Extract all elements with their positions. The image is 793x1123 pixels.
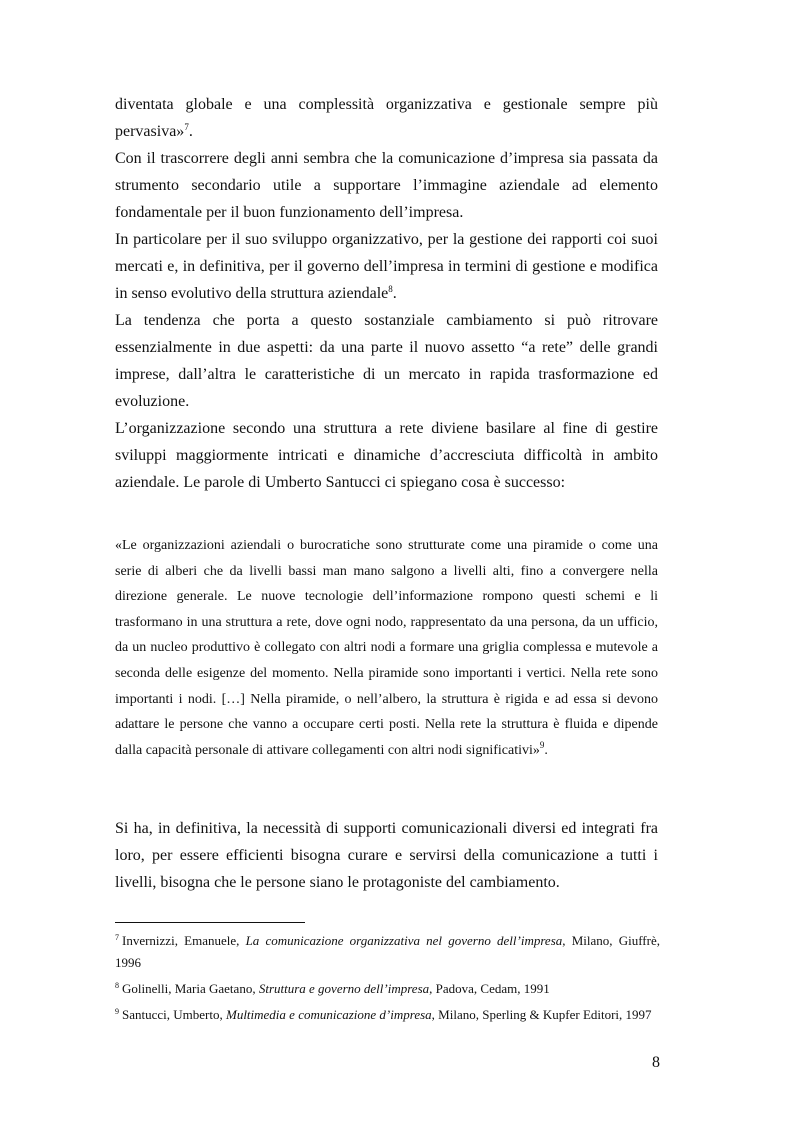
footnote-number: 8 [115,981,119,990]
footnote-title: Struttura e governo dell’impresa [258,981,430,996]
paragraph-1 [115,91,658,145]
footnote-9 [115,1004,660,1026]
footnote-title: La comunicazione organizzativa nel governo dell’impresa [245,933,563,948]
block-quote [115,533,658,763]
footnote-author: Santucci, Umberto, [122,1007,226,1022]
footnote-7 [115,930,660,974]
footnote-details: , Padova, Cedam, 1991 [429,981,550,996]
footnote-title: Multimedia e comunicazione d’impresa [225,1007,432,1022]
footnote-author: Golinelli, Maria Gaetano, [122,981,259,996]
quote-text: «Le organizzazioni aziendali o burocratiche sono strutturate come una piramide o come una serie di alberi che da livelli bassi man mano salgono a livelli alti, fino a convergere nella direzione generale. Le nuove tecnologie dell’informazione rompono questi schemi e li trasformano in una struttura a rete, dove ogni nodo, rappresentato da una persona, da un ufficio, da un nucleo produttivo è collegato con altri nodi a formare una griglia complessa e mutevole a seconda delle esigenze del momento. Nella piramide sono importanti i vertici. Nella rete sono importanti i nodi. […] Nella piramide, o nell’albero, la struttura è rigida e ad essa si devono adattare le persone che vanno a occupare certi posti. Nella rete la struttura è fluida e dipende dalla capacità personale di attivare collegamenti con altri nodi significativi» [115,538,658,758]
closing-text [115,815,658,896]
paragraph-3-end: . [392,285,397,302]
footnote-ref-8[interactable]: 8 [388,284,393,294]
footnote-ref-9[interactable]: 9 [539,739,545,750]
main-text [115,91,658,496]
footnote-author: Invernizzi, Emanuele, [122,933,246,948]
quote-end: . [544,742,548,758]
paragraph-5: L’organizzazione secondo una struttura a rete diviene basilare al fine di gestire sviluppi maggiormente intricati e dinamiche d’accresciuta difficoltà in ambito aziendale. Le parole di Umberto Santucci ci spiegano cosa è successo: [115,420,658,491]
footnote-separator [115,922,305,923]
paragraph-1-end: . [188,123,193,140]
paragraph-3-text: In particolare per il suo sviluppo organizzativo, per la gestione dei rapporti coi suoi mercati e, in definitiva, per il governo dell’impresa in termini di gestione e modifica in senso evolutivo della struttura aziendale [115,231,658,302]
footnotes [115,930,660,1030]
footnote-number: 9 [115,1007,119,1016]
footnote-8 [115,978,660,1000]
footnote-details: , Milano, Sperling & Kupfer Editori, 1997 [431,1007,652,1022]
footnote-number: 7 [115,933,119,942]
paragraph-1-text: diventata globale e una complessità organizzativa e gestionale sempre più pervasiva» [115,96,658,140]
paragraph-4: La tendenza che porta a questo sostanziale cambiamento si può ritrovare essenzialmente in due aspetti: da una parte il nuovo assetto “a rete” delle grandi imprese, dall’altra le caratteristiche di un mercato in rapida trasformazione ed evoluzione. [115,312,658,410]
footnote-ref-7[interactable]: 7 [184,122,189,132]
closing-paragraph: Si ha, in definitiva, la necessità di supporti comunicazionali diversi ed integrati fra loro, per essere efficienti bisogna curare e servirsi della comunicazione a tutti i livelli, bisogna che le persone siano le protagoniste del cambiamento. [115,820,658,891]
page-number: 8 [652,1054,660,1071]
paragraph-2: Con il trascorrere degli anni sembra che la comunicazione d’impresa sia passata da strumento secondario utile a supportare l’immagine aziendale ad elemento fondamentale per il buon funzionamento dell’impresa. [115,150,658,221]
footnote-details: , Milano, Giuffrè, 1996 [115,933,660,970]
quote-paragraph [115,533,658,763]
paragraph-3 [115,226,658,307]
